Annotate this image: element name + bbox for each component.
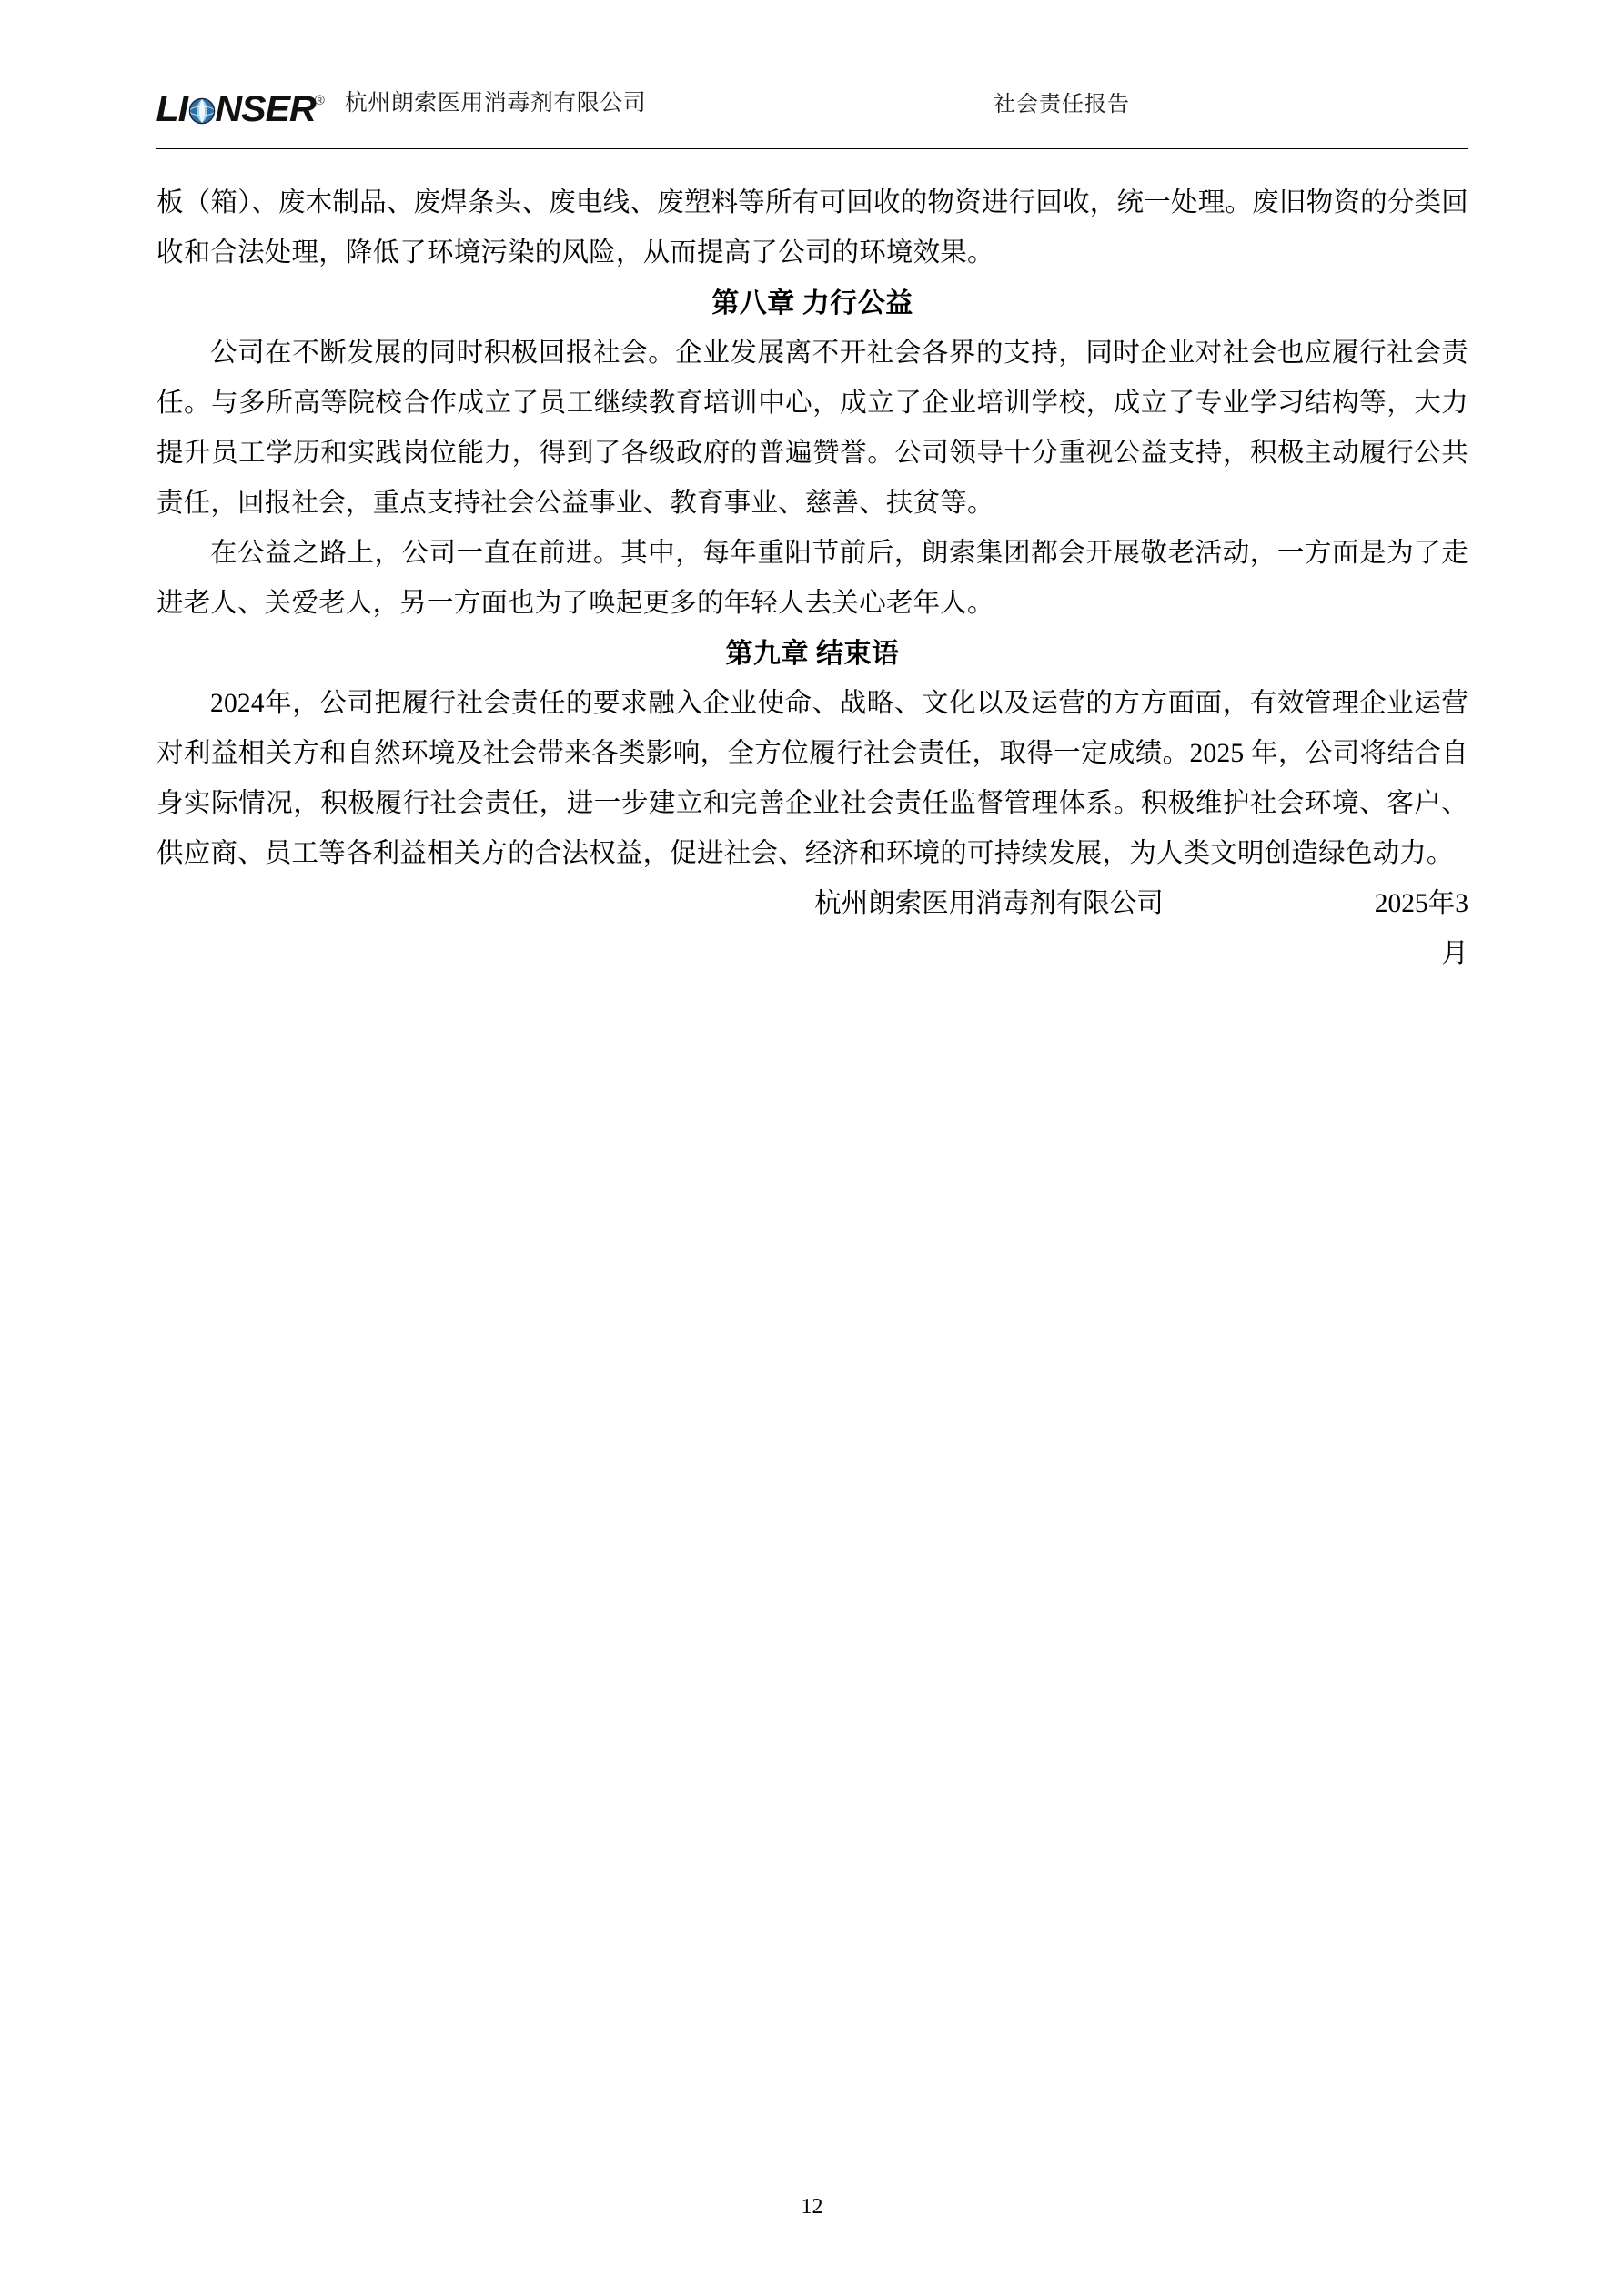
chapter-8-heading: 第八章 力行公益 bbox=[711, 288, 913, 319]
logo-mark bbox=[156, 83, 325, 129]
chapter-8-paragraph-2: 在公益之路上，公司一直在前进。其中，每年重阳节前后，朗索集团都会开展敬老活动，一方面是为了走进老人、关爱老人，另一方面也为了唤起更多的年轻人去关心老年人。 bbox=[156, 539, 1468, 618]
signature-date-head: 2025年3 bbox=[1374, 889, 1468, 918]
header-document-title: 社会责任报告 bbox=[994, 92, 1130, 116]
paragraph-continued: 板（箱）、废木制品、废焊条头、废电线、废塑料等所有可回收的物资进行回收，统一处理。废旧物资的分类回收和合法处理，降低了环境污染的风险，从而提高了公司的环境效果。 bbox=[156, 188, 1468, 268]
signature-date-tail: 月 bbox=[1441, 939, 1468, 968]
document-body bbox=[156, 178, 1468, 979]
logo-text-right: NSER bbox=[214, 89, 316, 129]
logo-text-left: LI bbox=[156, 89, 188, 129]
company-logo bbox=[156, 83, 325, 129]
page-header bbox=[156, 75, 1468, 127]
signature-company-name: 杭州朗索医用消毒剂有限公司 bbox=[814, 889, 1164, 918]
signature-block bbox=[156, 879, 1468, 979]
signature-row bbox=[156, 879, 1468, 929]
chapter-9-heading: 第九章 结束语 bbox=[725, 639, 900, 669]
chapter-9-paragraph-1: 2024年，公司把履行社会责任的要求融入企业使命、战略、文化以及运营的方方面面，有效管理企业运营对利益相关方和自然环境及社会带来各类影响，全方位履行社会责任，取得一定成绩。2025 年，公司将结合自身实际情况，积极履行社会责任，进一步建立和完善企业社会责任监督管理体系。积极维护社会环境、客户、供应商、员工等各利益相关方的合法权益，促进社会、经济和环境的可持续发展，为人类文明创造绿色动力。 bbox=[156, 689, 1468, 868]
registered-trademark-icon: ® bbox=[314, 93, 325, 108]
header-company-name: 杭州朗索医用消毒剂有限公司 bbox=[344, 91, 647, 116]
page-number: 12 bbox=[801, 2195, 823, 2219]
globe-icon bbox=[188, 97, 216, 125]
header-divider bbox=[156, 148, 1468, 149]
page-footer bbox=[0, 2195, 1624, 2220]
chapter-8-paragraph-1: 公司在不断发展的同时积极回报社会。企业发展离不开社会各界的支持，同时企业对社会也应履行社会责任。与多所高等院校合作成立了员工继续教育培训中心，成立了企业培训学校，成立了专业学习结构等，大力提升员工学历和实践岗位能力，得到了各级政府的普遍赞誉。公司领导十分重视公益支持，积极主动履行公共责任，回报社会，重点支持社会公益事业、教育事业、慈善、扶贫等。 bbox=[156, 339, 1468, 518]
